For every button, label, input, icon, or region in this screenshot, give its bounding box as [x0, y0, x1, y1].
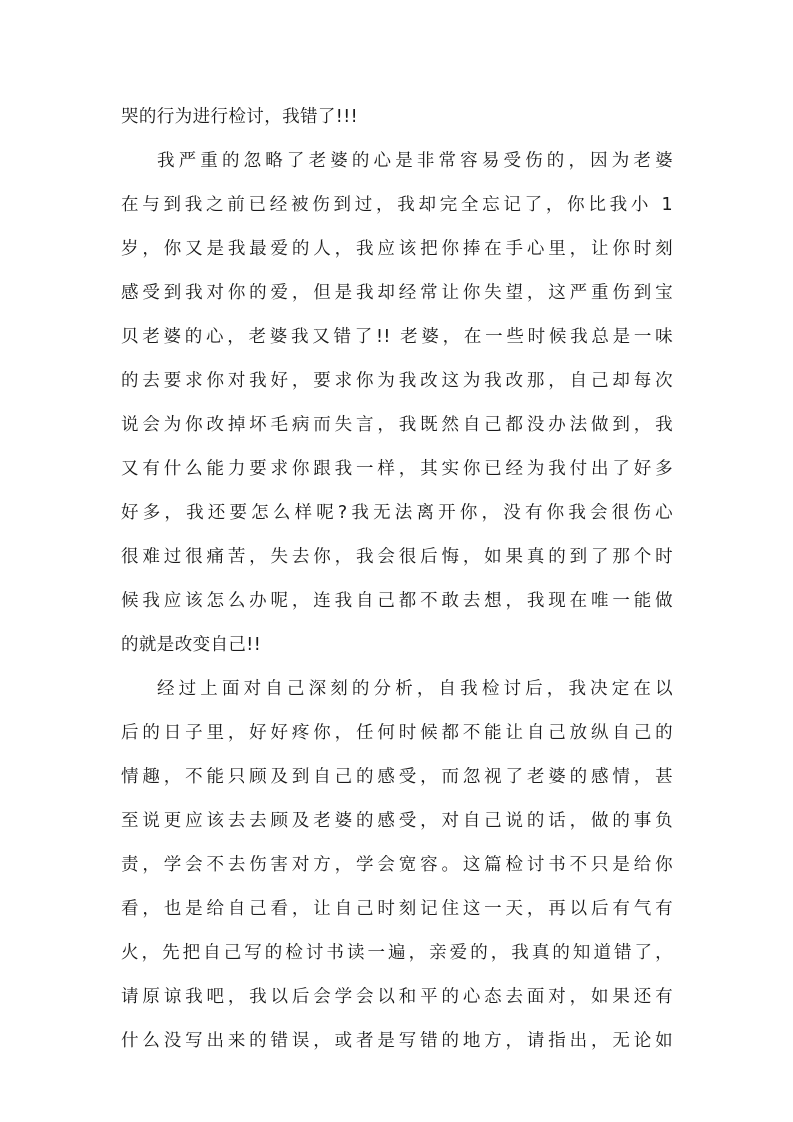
- text-line: 后的日子里，好好疼你，任何时候都不能让自己放纵自己的: [121, 723, 673, 743]
- text-line: 候我应该怎么办呢，连我自己都不敢去想，我现在唯一能做: [121, 591, 673, 611]
- text-line: 至说更应该去去顾及老婆的感受，对自己说的话，做的事负: [121, 811, 673, 831]
- text-line: 说会为你改掉坏毛病而失言，我既然自己都没办法做到，我: [121, 415, 673, 435]
- text-line: 的去要求你对我好，要求你为我改这为我改那，自己却每次: [121, 371, 673, 391]
- text-line: 什么没写出来的错误，或者是写错的地方，请指出，无论如: [121, 1031, 673, 1051]
- paragraph-first-line: 我严重的忽略了老婆的心是非常容易受伤的，因为老婆: [157, 151, 673, 171]
- text-line: 看，也是给自己看，让自己时刻记住这一天，再以后有气有: [121, 899, 673, 919]
- text-line: 很难过很痛苦，失去你，我会很后悔，如果真的到了那个时: [121, 547, 673, 567]
- text-line: 又有什么能力要求你跟我一样，其实你已经为我付出了好多: [121, 459, 673, 479]
- text-line: 请原谅我吧，我以后会学会以和平的心态去面对，如果还有: [121, 987, 673, 1007]
- paragraph-first-line: 经过上面对自己深刻的分析，自我检讨后，我决定在以: [157, 679, 673, 699]
- text-line: 责，学会不去伤害对方，学会宽容。这篇检讨书不只是给你: [121, 855, 673, 875]
- text-line: 感受到我对你的爱，但是我却经常让你失望，这严重伤到宝: [121, 283, 673, 303]
- text-line: 贝老婆的心，老婆我又错了!! 老婆，在一些时候我总是一味: [121, 327, 673, 347]
- text-line: 岁，你又是我最爱的人，我应该把你捧在手心里，让你时刻: [121, 239, 673, 259]
- text-line: 在与到我之前已经被伤到过，我却完全忘记了，你比我小 1: [121, 195, 673, 215]
- text-line: 好多，我还要怎么样呢?我无法离开你，没有你我会很伤心: [121, 503, 673, 523]
- text-line: 情趣，不能只顾及到自己的感受，而忽视了老婆的感情，甚: [121, 767, 673, 787]
- text-line: 的就是改变自己!!: [121, 635, 262, 655]
- text-line: 哭的行为进行检讨，我错了!!!: [121, 107, 359, 127]
- text-line: 火，先把自己写的检讨书读一遍，亲爱的，我真的知道错了，: [121, 943, 673, 963]
